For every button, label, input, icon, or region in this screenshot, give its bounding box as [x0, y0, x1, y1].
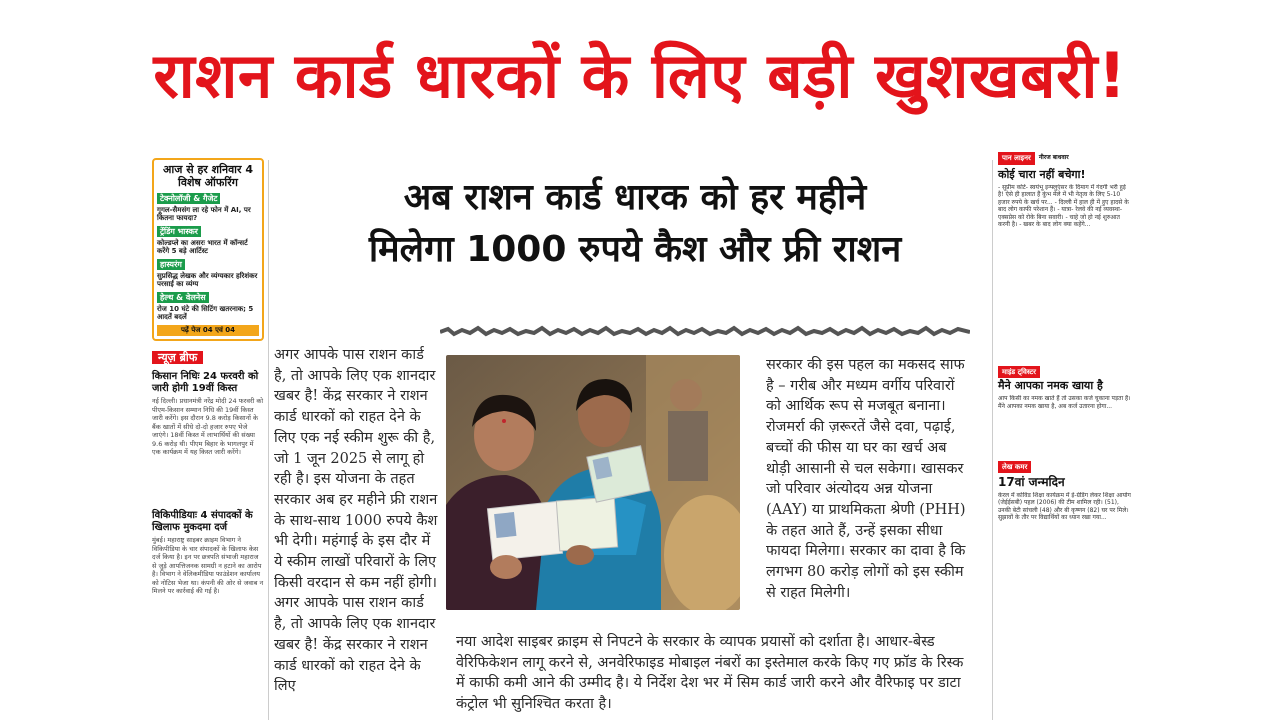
right-column: [998, 150, 1132, 720]
birthday-section: [998, 463, 1132, 702]
newspaper-clipping: [140, 150, 1140, 720]
torn-paper-edge: [440, 322, 970, 342]
article-headline-line: मिलेगा 1000 रुपये कैश और फ्री राशन: [368, 229, 902, 270]
column-body: आप किसी का नमक खाते हैं तो उसका कर्ज चुकाना पड़ता है। मैंने आपका नमक खाया है, अब कर्ज उतारना होगा...: [998, 395, 1131, 410]
column-tag: माइंड ट्विस्टर: [998, 366, 1040, 378]
offerings-title: आज से हर शनिवार 4 विशेष ऑफरिंग: [162, 163, 254, 189]
news-brief-tag: न्यूज़ ब्रीफ: [152, 351, 203, 364]
column-headline: कोई चारा नहीं बचेगा!: [998, 167, 1086, 181]
column-byline: नीरज बाधवार: [1038, 154, 1069, 161]
offering-text: रोज 10 घंटे की सिटिंग खतरनाक; 5 आदतें बदलें: [157, 305, 254, 321]
column-divider: [992, 160, 993, 720]
offering-text: गूगल-सैमसंग ला रहे फोन में AI, पर कितना फायदा?: [157, 206, 251, 222]
article-column-left: अगर आपके पास राशन कार्ड है, तो आपके लिए एक शानदार खबर है! केंद्र सरकार ने राशन कार्ड धारकों को राहत देने के लिए एक नई स्कीम शुरू की है, जो 1 जून 2025 से लागू हो रही है। इस योजना के तहत सरकार अब हर महीने फ्री राशन के साथ-साथ 1000 रुपये कैश भी देगी। महंगाई के इस दौर में ये स्कीम लाखों परिवारों के लिए किसी वरदान से कम नहीं होगी। अगर आपके पास राशन कार्ड है, तो आपके लिए एक शानदार खबर है! केंद्र सरकार ने राशन कार्ड धारकों को राहत देने के लिए: [274, 347, 438, 695]
column-body: - सुप्रीम कोर्ट- स्वयंभू इन्फ्लुएंसर के दिमाग में गंदगी भरी हुई है! ऐसे ही हालात हैं कुंभ मेले में भी नेतृत्व के लिए 5-10 हजार रुपये के खर्च पर... - दिल्ली में हाल ही में हुए हादसे के बाद लोग काफी परेशान हैं। - यात्रा- रेलवे की नई व्यवस्था- एक्सप्रेस को रोके बिना सवारी। - चाहे जो हो नई शुरुआत करनी है। - खबर के बाद लोग क्या कहेंगे...: [998, 183, 1129, 229]
offering-item: [157, 288, 259, 321]
women-holding-ration-cards-image: [446, 355, 740, 610]
column-headline: 17वां जन्मदिन: [998, 474, 1065, 489]
brief-story-headline: विकिपीडियाः 4 संपादकों के खिलाफ मुकदमा दर्ज: [152, 510, 253, 533]
offering-tag: टेक्नोलॉजी & गैजेट: [157, 193, 220, 204]
offering-text: कोल्डप्ले का असरः भारत में कॉन्सर्ट करेंगे 5 बड़े आर्टिस्ट: [157, 239, 248, 255]
column-headline: मैने आपका नमक खाया है: [998, 379, 1103, 392]
offering-item: [157, 189, 259, 222]
column-tag: लेख कमर: [998, 461, 1031, 473]
article-headline: [280, 172, 990, 276]
brief-story-body: नई दिल्ली। प्रधानमंत्री नरेंद्र मोदी 24 फरवरी को पीएम-किसान सम्मान निधि की 19वीं किस्त जारी करेंगे। इस दौरान 9.8 करोड़ किसानों के बैंक खातों में सीधे दो-दो हजार रुपए भेजे जाएंगे। 18वीं किस्त में लाभार्थियों की संख्या 9.6 करोड़ थी। पीएम बिहार के भागलपुर में एक कार्यक्रम में यह किस्त जारी करेंगे।: [152, 397, 264, 456]
left-column: [152, 158, 264, 720]
offering-text: सुप्रसिद्ध लेखक और व्यंग्यकार हरिशंकर परसाई का व्यंग्य: [157, 272, 258, 288]
offerings-box: [152, 158, 264, 341]
offering-tag: हेल्थ & वेलनेस: [157, 292, 209, 303]
mind-twister-section: [998, 368, 1132, 456]
article-headline-line: अब राशन कार्ड धारक को हर महीने: [403, 177, 867, 218]
article-column-right: सरकार की इस पहल का मकसद साफ है – गरीब और मध्यम वर्गीय परिवारों को आर्थिक रूप से मजबूत बनाना। रोजमर्रा की ज़रूरतें जैसे दवा, पढ़ाई, बच्चों की फीस या घर का खर्च अब थोड़ी आसानी से चल सकेगा। खासकर जो परिवार अंत्योदय अन्न योजना (AAY) या प्राथमिकता श्रेणी (PHH) के तहत आते हैं, उन्हें इसका सीधा फायदा मिलेगा। सरकार का दावा है कि लगभग 80 करोड़ लोगों को इस स्कीम से राहत मिलेगी।: [766, 357, 966, 601]
column-body: केरल में कोविड शिक्षा कार्यक्रम में ई-ग्रेडिंग लेकर शिक्षा आयोग (जेईईसबी) पहल (2006) की टीम शामिल रही। (51), उनकी बेटी सांचली (48) और बी कृष्णन (82) घर पर मिले। सुझावों के तौर पर विद्यार्थियों का ध्यान रखा गया...: [998, 491, 1131, 522]
page-headline: राशन कार्ड धारकों के लिए बड़ी खुशखबरी!: [153, 39, 1127, 112]
column-tag: पान लाइनर: [998, 152, 1035, 165]
offering-item: [157, 255, 259, 288]
brief-story-headline: किसान निधिः 24 फरवरी को जारी होगी 19वीं किस्त: [152, 371, 259, 394]
offering-item: [157, 222, 259, 255]
brief-story-body: मुंबई। महाराष्ट्र साइबर क्राइम विभाग ने विकिपीडिया के चार संपादकों के खिलाफ केस दर्ज किया है। इन पर छत्रपति संभाजी महाराज से जुड़े आपत्तिजनक सामग्री न हटाने का आरोप है। विभाग ने वेलिकमीडिया फाउंडेशन कार्यालय को नोटिस भेजा था। कंपनी की ओर से जवाब न मिलने पर कार्रवाई की गई है।: [152, 536, 264, 595]
column-tagbar: [998, 152, 1132, 165]
offerings-footer: पढ़ें पेज 04 एवं 04: [157, 325, 259, 336]
offering-tag: ट्रेंडिंग भास्कर: [157, 226, 201, 237]
offering-tag: हास्यरंग: [157, 259, 185, 270]
column-divider: [268, 160, 269, 720]
article-bottom-text: नया आदेश साइबर क्राइम से निपटने के सरकार के व्यापक प्रयासों को दर्शाता है। आधार-बेस्ड वेरिफिकेशन लागू करने से, अनवेरिफाइड मोबाइल नंबरों का इस्तेमाल करके किए गए फ्रॉड के रिस्क में काफी कमी आने की उम्मीद है। ये निर्देश देश भर में सिम कार्ड जारी करने और वैरिफाइ पर डाटा कंट्रोल भी सुनिश्चित करता है।: [456, 634, 964, 713]
article-photo: [446, 355, 740, 610]
